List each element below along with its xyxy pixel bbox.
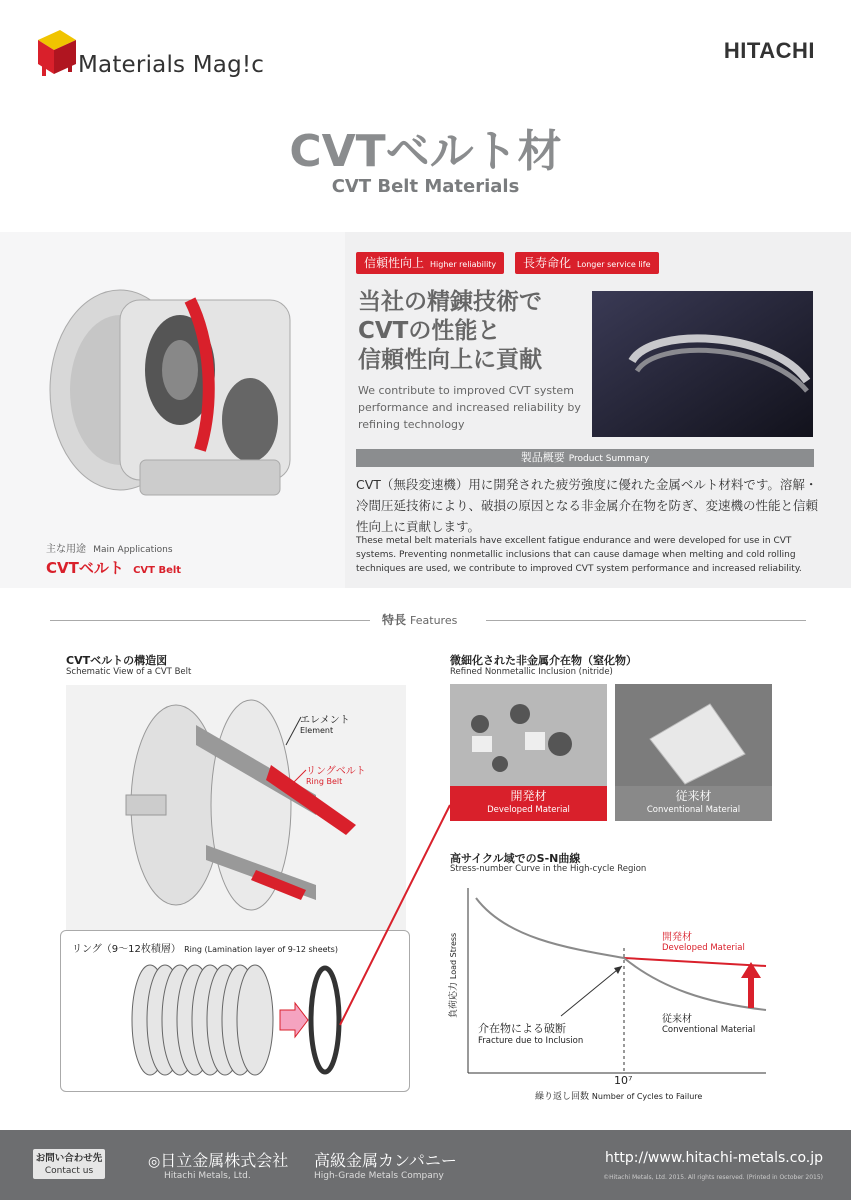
xlabel-en: Number of Cycles to Failure bbox=[591, 1092, 703, 1101]
summary-body-en: These metal belt materials have excellent fatigue endurance and were developed for use in CVT systems. Preventing nonmetallic inclusions that can cause damage when melting and cold rolling techniques are used, we contribute to improved CVT system performance and increased reliability. bbox=[356, 536, 802, 574]
sn-conventional-jp: 従来材 bbox=[662, 1014, 692, 1025]
applications-value-jp: CVTベルト bbox=[46, 559, 124, 577]
element-label-jp: エレメント bbox=[300, 715, 350, 726]
copyright: ©Hitachi Metals, Ltd. 2015. All rights reserved. (Printed in October 2015) bbox=[603, 1174, 823, 1181]
applications-value-en: CVT Belt bbox=[133, 565, 182, 576]
sn-conventional-label bbox=[662, 1010, 755, 1035]
tag-longer-life bbox=[515, 252, 659, 274]
company-name bbox=[148, 1148, 288, 1171]
sn-developed-jp: 開発材 bbox=[662, 932, 692, 943]
tag-label-en: Longer service life bbox=[577, 260, 651, 269]
element-label-en: Element bbox=[300, 726, 334, 735]
schematic-title: CVTベルトの構造図 bbox=[66, 654, 168, 667]
ring-belt-label-jp: リングベルト bbox=[306, 766, 366, 777]
product-summary-bar bbox=[356, 449, 814, 467]
x-tick-label: 10⁷ bbox=[614, 1074, 633, 1087]
caption-en: Developed Material bbox=[487, 805, 570, 815]
division-name-en: High-Grade Metals Company bbox=[314, 1171, 444, 1181]
ring-lamination-label bbox=[72, 940, 338, 955]
brand-name: Materials Mag!c bbox=[78, 52, 265, 78]
tag-label-en: Higher reliability bbox=[430, 260, 497, 269]
ylabel-en: Load Stress bbox=[449, 932, 458, 980]
inclusion-title-en: Refined Nonmetallic Inclusion (nitride) bbox=[450, 667, 613, 677]
caption-en: Conventional Material bbox=[646, 805, 741, 815]
company-name-jp: 日立金属株式会社 bbox=[160, 1151, 289, 1170]
headline-line: 当社の精錬技術で bbox=[358, 289, 542, 315]
ring-belt-label bbox=[306, 762, 366, 786]
features-heading-jp: 特長 bbox=[382, 613, 407, 627]
applications-label-jp: 主な用途 bbox=[46, 544, 86, 555]
caption-jp: 開発材 bbox=[510, 789, 547, 803]
contact-en: Contact us bbox=[44, 1166, 94, 1176]
ring-belt-photo bbox=[592, 291, 813, 437]
ring-label-jp: リング（9〜12枚積層） bbox=[72, 944, 181, 955]
fracture-en: Fracture due to Inclusion bbox=[478, 1036, 584, 1046]
summary-body-jp: CVT（無段変速機）用に開発された疲労強度に優れた金属ベルト材料です。溶解・冷間圧延技術により、破損の原因となる非金属介在物を防ぎ、変速機の性能と信頼性向上に貢献します。 bbox=[356, 477, 819, 534]
inclusion-title: 微細化された非金属介在物（窒化物） bbox=[450, 654, 637, 667]
divider bbox=[486, 620, 806, 621]
headline-line: CVTの性能と bbox=[358, 318, 501, 344]
sn-curve-title-en: Stress-number Curve in the High-cycle Region bbox=[450, 864, 647, 874]
hitachi-mark-icon: ◎ bbox=[148, 1154, 161, 1170]
contact-us-button[interactable] bbox=[33, 1149, 105, 1179]
ring-belt-label-en: Ring Belt bbox=[306, 777, 343, 786]
hitachi-logo: HITACHI bbox=[723, 38, 815, 63]
sn-curve-title: 高サイクル域でのS-N曲線 bbox=[450, 852, 581, 865]
hero-headline bbox=[358, 288, 598, 375]
company-name-en: Hitachi Metals, Ltd. bbox=[164, 1171, 251, 1181]
sn-xlabel bbox=[535, 1089, 702, 1102]
tag-label-jp: 信頼性向上 bbox=[364, 256, 425, 270]
applications-value bbox=[46, 557, 181, 578]
common-curve bbox=[476, 898, 624, 958]
fracture-arrow-head bbox=[614, 966, 622, 974]
element-label bbox=[300, 711, 350, 735]
cvt-transmission-image bbox=[40, 260, 330, 520]
fracture-arrow bbox=[561, 966, 622, 1016]
fracture-label bbox=[478, 1020, 583, 1046]
ring-lamination-drawing bbox=[120, 955, 360, 1085]
summary-label-en: Product Summary bbox=[568, 454, 650, 464]
page-subtitle: CVT Belt Materials bbox=[331, 176, 520, 197]
xlabel-jp: 繰り返し回数 bbox=[535, 1092, 590, 1102]
hero-headline-en: We contribute to improved CVT system performance and increased reliability by refining technology bbox=[358, 384, 581, 431]
sn-ylabel bbox=[446, 933, 459, 1018]
caption-jp: 従来材 bbox=[675, 789, 712, 803]
applications-label-en: Main Applications bbox=[93, 545, 173, 555]
sn-developed-label bbox=[662, 928, 745, 953]
website-link[interactable]: http://www.hitachi-metals.co.jp bbox=[605, 1150, 823, 1166]
applications-label bbox=[46, 540, 173, 555]
headline-line: 信頼性向上に貢献 bbox=[358, 347, 542, 373]
fracture-jp: 介在物による破断 bbox=[478, 1022, 566, 1035]
divider bbox=[50, 620, 370, 621]
tag-label-jp: 長寿命化 bbox=[523, 256, 572, 270]
features-heading bbox=[382, 611, 457, 628]
sn-curve-chart bbox=[446, 878, 776, 1103]
developed-curve bbox=[624, 958, 766, 966]
sn-conventional-en: Conventional Material bbox=[662, 1025, 756, 1035]
page-title: CVTベルト材 bbox=[289, 126, 562, 177]
summary-label-jp: 製品概要 bbox=[520, 451, 565, 464]
ring-label-en: Ring (Lamination layer of 9-12 sheets) bbox=[184, 945, 338, 954]
contact-jp: お問い合わせ先 bbox=[35, 1153, 103, 1164]
ylabel-jp: 負荷応力 bbox=[449, 981, 459, 1018]
tag-higher-reliability bbox=[356, 252, 504, 274]
conventional-material-caption bbox=[615, 786, 772, 821]
schematic-title-en: Schematic View of a CVT Belt bbox=[66, 667, 192, 677]
division-name: 高級金属カンパニー bbox=[314, 1151, 457, 1170]
features-heading-en: Features bbox=[410, 614, 458, 627]
sn-developed-en: Developed Material bbox=[662, 943, 745, 953]
